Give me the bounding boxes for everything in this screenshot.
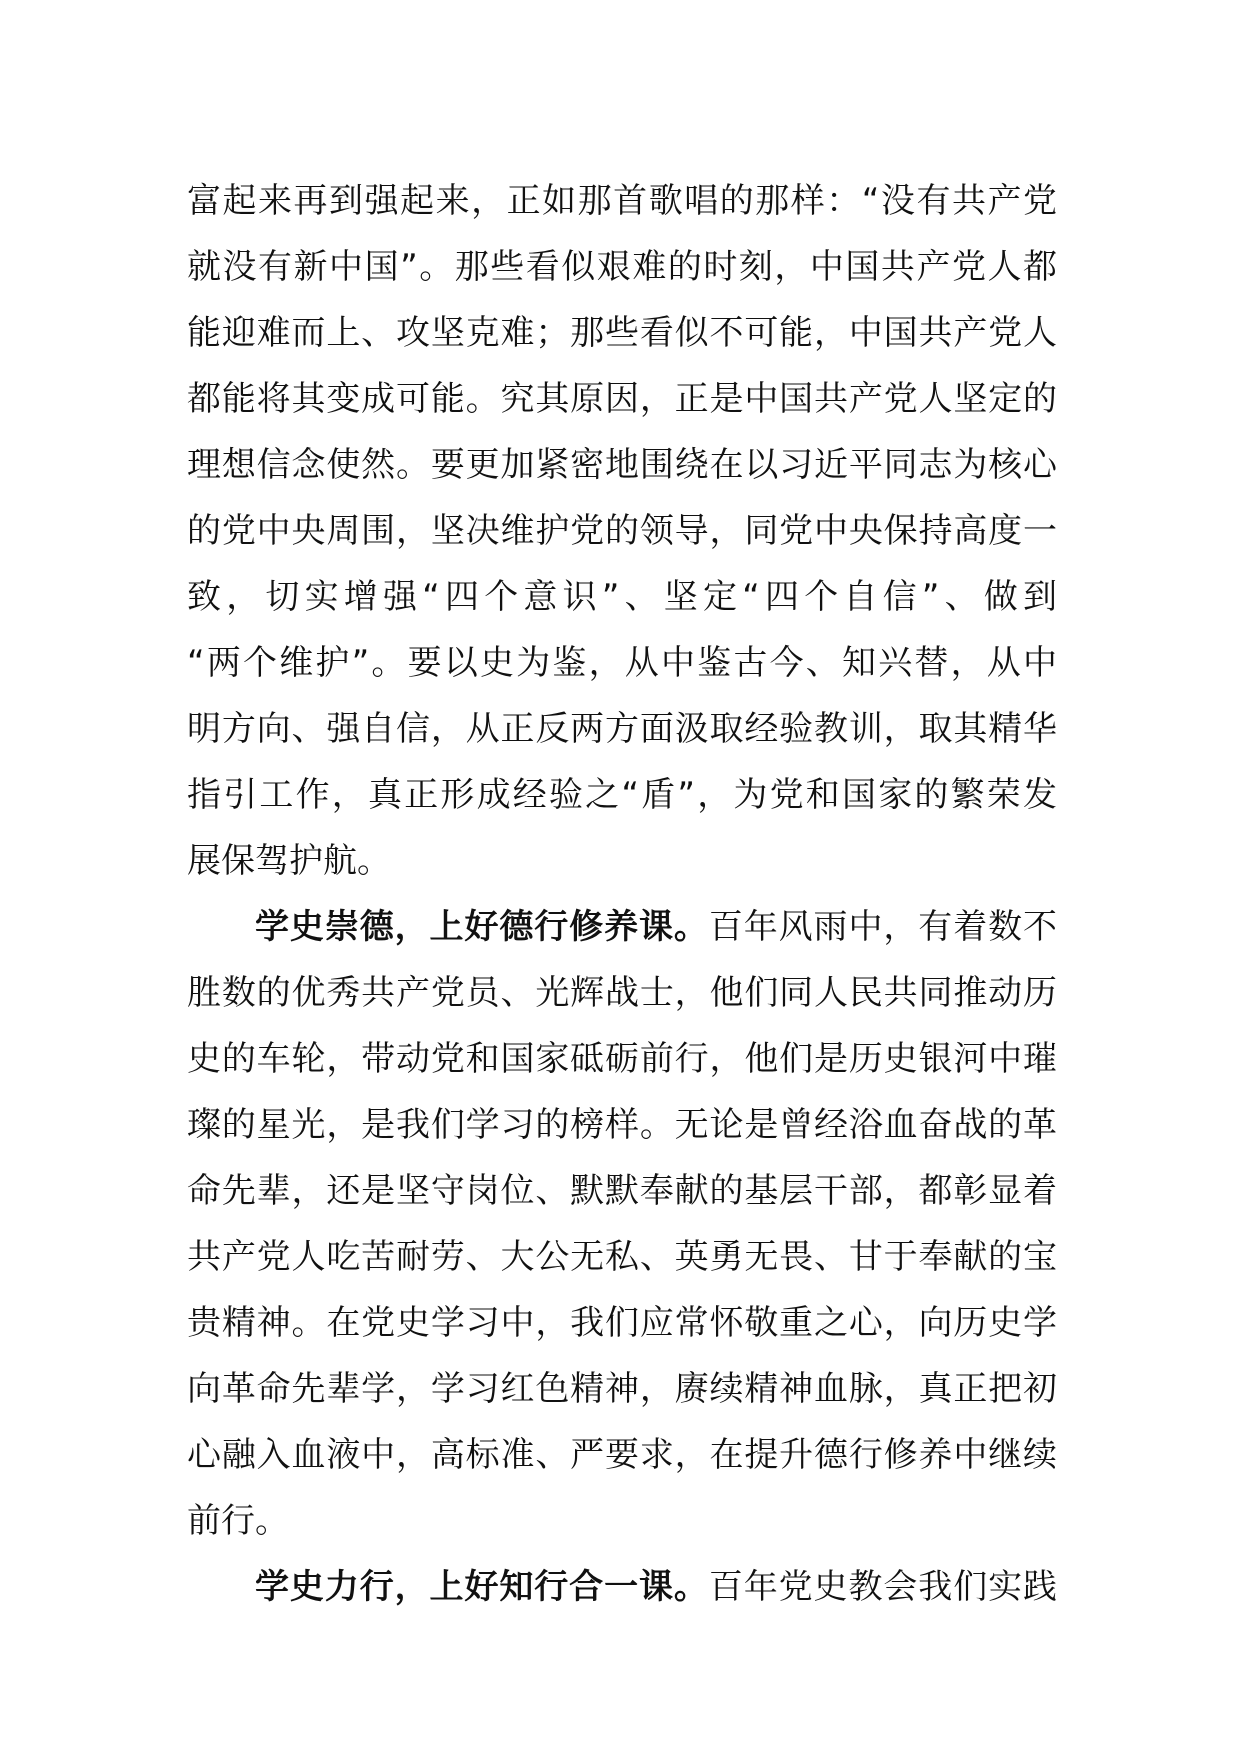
text-line: 命先辈，还是坚守岗位、默默奉献的基层干部，都彰显着 <box>187 1171 1057 1211</box>
text-line: 史的车轮，带动党和国家砥砺前行，他们是历史银河中璀 <box>187 1039 1057 1079</box>
text-line: 都能将其变成可能。究其原因，正是中国共产党人坚定的 <box>187 379 1057 419</box>
text-line: 胜数的优秀共产党员、光辉战士，他们同人民共同推动历 <box>187 973 1057 1013</box>
paragraph-heading: 学史力行，上好知行合一课。 <box>255 1567 709 1607</box>
text-line: 能迎难而上、攻坚克难；那些看似不可能，中国共产党人 <box>187 313 1057 353</box>
text-line: 心融入血液中，高标准、严要求，在提升德行修养中继续 <box>187 1435 1057 1475</box>
text-line: 前行。 <box>187 1501 289 1541</box>
text-line: 明方向、强自信，从正反两方面汲取经验教训，取其精华 <box>187 709 1057 749</box>
text-line: 理想信念使然。要更加紧密地围绕在以习近平同志为核心 <box>187 445 1057 485</box>
paragraph-first-line <box>187 894 1057 960</box>
text-line: 富起来再到强起来，正如那首歌唱的那样：“没有共产党 <box>187 181 1057 221</box>
text-line: 展保驾护航。 <box>187 841 391 881</box>
text-line: 贵精神。在党史学习中，我们应常怀敬重之心，向历史学 <box>187 1303 1057 1343</box>
paragraph-heading: 学史崇德，上好德行修养课。 <box>255 907 709 947</box>
text-line: “两个维护”。要以史为鉴，从中鉴古今、知兴替，从中 <box>187 643 1057 683</box>
text-line: 共产党人吃苦耐劳、大公无私、英勇无畏、甘于奉献的宝 <box>187 1237 1057 1277</box>
text-line: 致，切实增强“四个意识”、坚定“四个自信”、做到 <box>187 577 1057 617</box>
text-line: 向革命先辈学，学习红色精神，赓续精神血脉，真正把初 <box>187 1369 1057 1409</box>
text-run: 百年风雨中，有着数不 <box>708 907 1058 947</box>
body-text <box>187 168 1057 1620</box>
text-line: 的党中央周围，坚决维护党的领导，同党中央保持高度一 <box>187 511 1057 551</box>
paragraph-first-line <box>187 1554 1057 1620</box>
text-line: 璨的星光，是我们学习的榜样。无论是曾经浴血奋战的革 <box>187 1105 1057 1145</box>
text-line: 指引工作，真正形成经验之“盾”，为党和国家的繁荣发 <box>187 775 1057 815</box>
text-run: 百年党史教会我们实践 <box>708 1567 1058 1607</box>
text-line: 就没有新中国”。那些看似艰难的时刻，中国共产党人都 <box>187 247 1057 287</box>
